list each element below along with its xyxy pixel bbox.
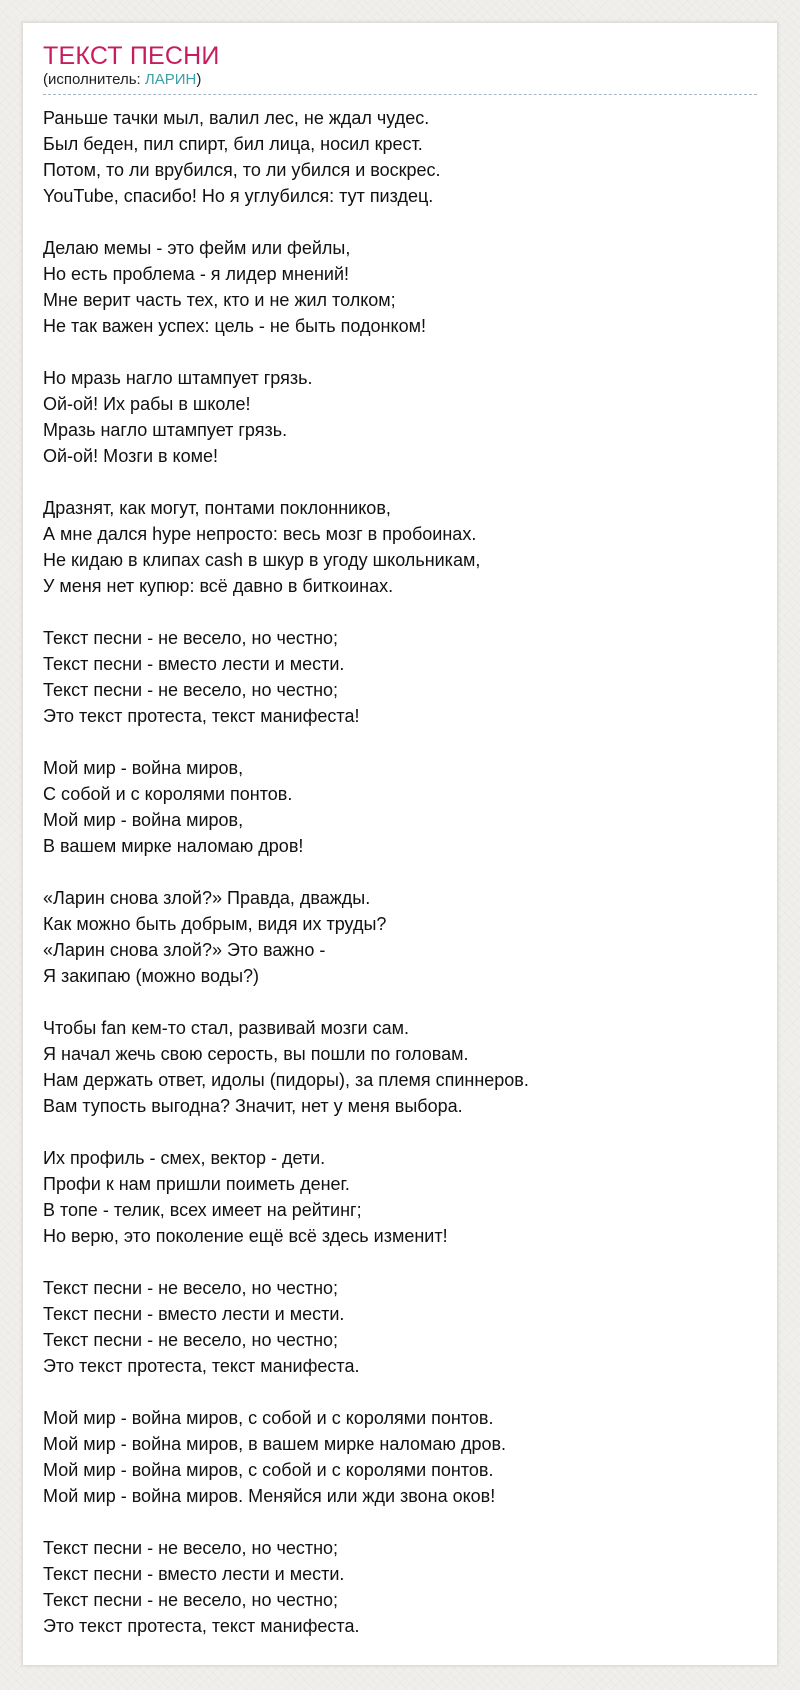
lyrics-line: Потом, то ли врубился, то ли убился и воскрес.: [43, 160, 441, 180]
lyrics-stanza: [43, 625, 757, 729]
lyrics-line: Текст песни - не весело, но честно;: [43, 1278, 339, 1298]
lyrics-line: Профи к нам пришли поиметь денег.: [43, 1174, 350, 1194]
lyrics-line: «Ларин снова злой?» Правда, дважды.: [43, 888, 371, 908]
lyrics-line: Это текст протеста, текст манифеста!: [43, 706, 360, 726]
lyrics-stanza: [43, 885, 757, 989]
lyrics-line: Как можно быть добрым, видя их труды?: [43, 914, 387, 934]
lyrics-line: Раньше тачки мыл, валил лес, не ждал чудес.: [43, 108, 430, 128]
lyrics-line: А мне дался hype непросто: весь мозг в пробоинах.: [43, 524, 477, 544]
lyrics-line: Был беден, пил спирт, бил лица, носил крест.: [43, 134, 423, 154]
lyrics-stanza: [43, 105, 757, 209]
lyrics-line: Это текст протеста, текст манифеста.: [43, 1616, 360, 1636]
lyrics-line: Я начал жечь свою серость, вы пошли по головам.: [43, 1044, 469, 1064]
lyrics-line: Делаю мемы - это фейм или фейлы,: [43, 238, 351, 258]
lyrics-stanza: [43, 495, 757, 599]
lyrics-line: Текст песни - не весело, но честно;: [43, 1590, 339, 1610]
page-title: ТЕКСТ ПЕСНИ: [43, 42, 220, 70]
lyrics-stanza: [43, 1015, 757, 1119]
artist-prefix: (исполнитель:: [43, 71, 145, 88]
lyrics-stanza: [43, 1405, 757, 1509]
lyrics-line: Мой мир - война миров, с собой и с королями понтов.: [43, 1408, 494, 1428]
lyrics-line: Текст песни - не весело, но честно;: [43, 1538, 339, 1558]
artist-link[interactable]: ЛАРИН: [144, 71, 197, 88]
lyrics-stanza: [43, 235, 757, 339]
lyrics-line: Ой-ой! Их рабы в школе!: [43, 394, 251, 414]
lyrics-card: [22, 22, 778, 1666]
lyrics-line: Дразнят, как могут, понтами поклонников,: [43, 498, 391, 518]
lyrics-line: Не так важен успех: цель - не быть подонком!: [43, 316, 426, 336]
lyrics-line: С собой и с королями понтов.: [43, 784, 293, 804]
lyrics-line: Мой мир - война миров,: [43, 810, 244, 830]
lyrics-line: Ой-ой! Мозги в коме!: [43, 446, 219, 466]
lyrics-line: Текст песни - не весело, но честно;: [43, 1330, 339, 1350]
lyrics-line: Текст песни - не весело, но честно;: [43, 628, 339, 648]
lyrics-stanza: [43, 1275, 757, 1379]
lyrics-line: Не кидаю в клипах cash в шкур в угоду школьникам,: [43, 550, 481, 570]
lyrics-line: Мой мир - война миров, в вашем мирке наломаю дров.: [43, 1434, 507, 1454]
lyrics-line: Но верю, это поколение ещё всё здесь изменит!: [43, 1226, 448, 1246]
lyrics-line: В топе - телик, всех имеет на рейтинг;: [43, 1200, 362, 1220]
artist-line: [43, 71, 757, 95]
lyrics-line: Но есть проблема - я лидер мнений!: [43, 264, 350, 284]
lyrics-stanza: [43, 755, 757, 859]
lyrics-line: Мой мир - война миров, с собой и с королями понтов.: [43, 1460, 494, 1480]
lyrics-line: Вам тупость выгодна? Значит, нет у меня выбора.: [43, 1096, 463, 1116]
lyrics-line: Я закипаю (можно воды?): [43, 966, 260, 986]
lyrics-line: YouTube, спасибо! Но я углубился: тут пиздец.: [43, 186, 434, 206]
lyrics-line: Мразь нагло штампует грязь.: [43, 420, 288, 440]
lyrics-line: Текст песни - вместо лести и мести.: [43, 1564, 345, 1584]
lyrics-line: Мой мир - война миров,: [43, 758, 244, 778]
artist-suffix: ): [196, 71, 202, 88]
lyrics-line: Их профиль - смех, вектор - дети.: [43, 1148, 326, 1168]
lyrics-line: Это текст протеста, текст манифеста.: [43, 1356, 360, 1376]
lyrics-body: [43, 105, 757, 1639]
lyrics-line: В вашем мирке наломаю дров!: [43, 836, 304, 856]
lyrics-line: Нам держать ответ, идолы (пидоры), за племя спиннеров.: [43, 1070, 529, 1090]
lyrics-line: Текст песни - вместо лести и мести.: [43, 1304, 345, 1324]
lyrics-line: «Ларин снова злой?» Это важно -: [43, 940, 326, 960]
lyrics-line: Текст песни - вместо лести и мести.: [43, 654, 345, 674]
lyrics-stanza: [43, 365, 757, 469]
lyrics-line: Мой мир - война миров. Меняйся или жди звона оков!: [43, 1486, 496, 1506]
lyrics-stanza: [43, 1535, 757, 1639]
lyrics-line: Но мразь нагло штампует грязь.: [43, 368, 313, 388]
lyrics-line: У меня нет купюр: всё давно в биткоинах.: [43, 576, 394, 596]
lyrics-line: Текст песни - не весело, но честно;: [43, 680, 339, 700]
lyrics-line: Чтобы fan кем-то стал, развивай мозги сам.: [43, 1018, 409, 1038]
lyrics-line: Мне верит часть тех, кто и не жил толком;: [43, 290, 396, 310]
lyrics-stanza: [43, 1145, 757, 1249]
